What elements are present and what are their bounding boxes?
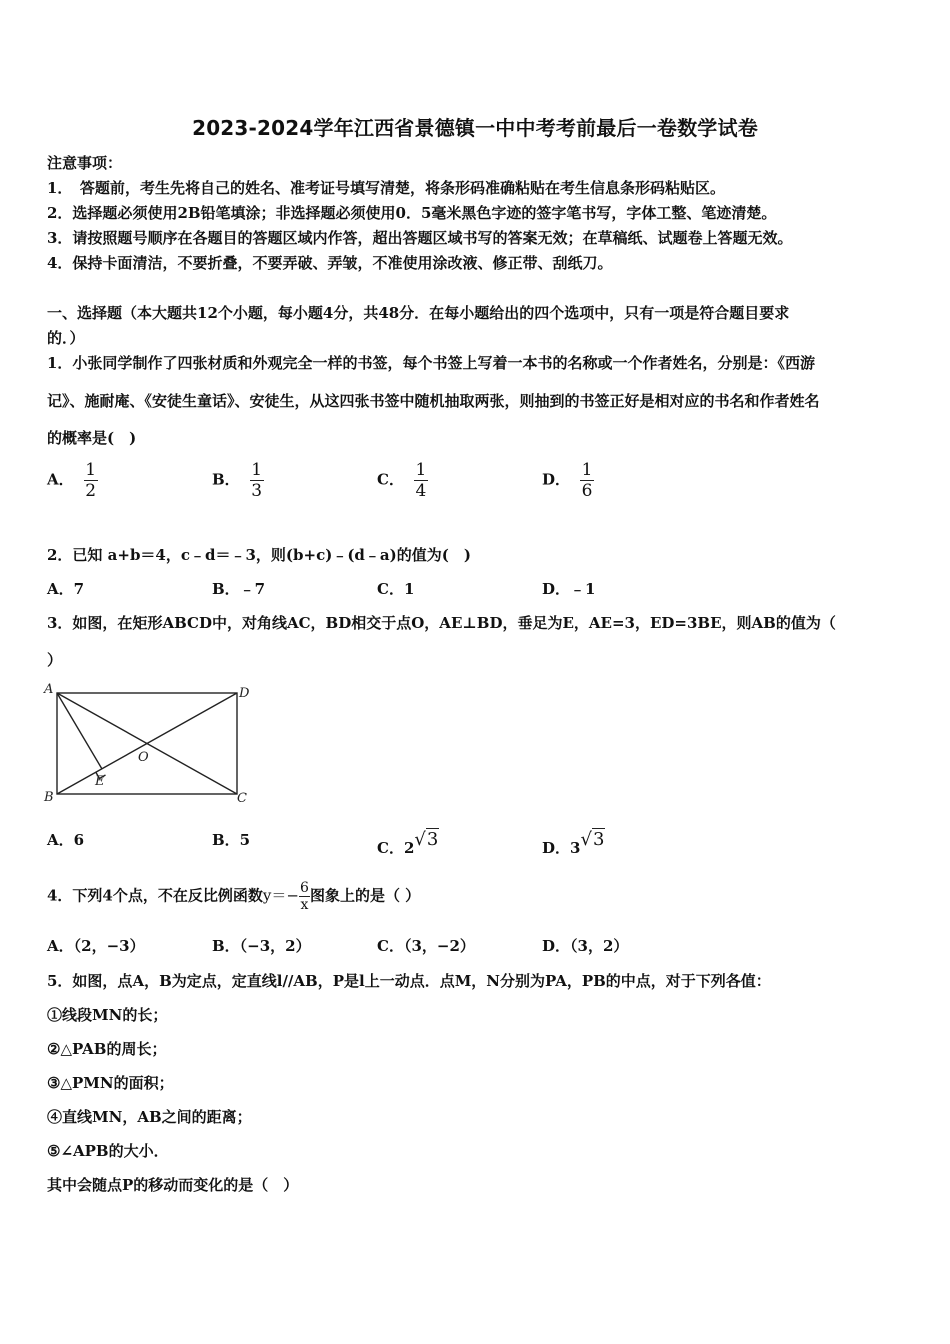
fraction: $\frac{6}{x}$ xyxy=(299,880,309,913)
segment-ae xyxy=(57,693,102,769)
q3-text: ） xyxy=(47,651,63,669)
q3-option-b: B．5 xyxy=(212,831,251,849)
q1-option-d: D． $\frac{1}{6}$ xyxy=(542,460,593,501)
q5-item: ②△PAB的周长； xyxy=(47,1040,167,1058)
page-title: 2023-2024学年江西省景德镇一中中考考前最后一卷数学试卷 xyxy=(192,116,758,140)
label-e: E xyxy=(95,774,105,789)
fraction: $\frac{1}{4}$ xyxy=(415,460,427,501)
fraction: $\frac{1}{2}$ xyxy=(85,460,97,501)
fraction: $\frac{1}{6}$ xyxy=(581,460,593,501)
q5-question: 其中会随点P的移动而变化的是（ ） xyxy=(47,1176,299,1194)
sqrt-symbol: √3 xyxy=(414,829,439,850)
q5-item: ④直线MN，AB之间的距离； xyxy=(47,1108,252,1126)
q1-option-c: C． $\frac{1}{4}$ xyxy=(377,460,427,501)
notice-item: 2．选择题必须使用2B铅笔填涂；非选择题必须使用0．5毫米黑色字迹的签字笔书写，字体工整、笔迹清楚。 xyxy=(47,204,777,222)
q5-item: ①线段MN的长； xyxy=(47,1006,168,1024)
notice-heading: 注意事项： xyxy=(47,154,123,172)
section-heading: 一、选择题（本大题共12个小题，每小题4分，共48分．在每小题给出的四个选项中，只有一项是符合题目要求 xyxy=(47,304,790,322)
q2-option-b: B．﹣7 xyxy=(212,580,266,598)
q1-option-b: B． $\frac{1}{3}$ xyxy=(212,460,263,501)
q4-option-b: B．（−3，2） xyxy=(212,937,311,955)
label-b: B xyxy=(44,790,54,805)
section-heading-cont: 的．） xyxy=(47,329,85,347)
q3-option-c: C．2√3 xyxy=(377,829,439,857)
notice-item: 1． 答题前，考生先将自己的姓名、准考证号填写清楚，将条形码准确粘贴在考生信息条形码粘贴区。 xyxy=(47,179,725,197)
label-d: D xyxy=(239,686,250,701)
q2-option-c: C．1 xyxy=(377,580,415,598)
q3-option-d: D．3√3 xyxy=(542,829,605,857)
q2-text: 2．已知 a+b＝4，c﹣d＝﹣3，则(b+c)﹣(d﹣a)的值为( ) xyxy=(47,546,471,564)
q1-text: 记》、施耐庵、《安徒生童话》、安徒生，从这四张书签中随机抽取两张，则抽到的书签正好是相对应的书名和作者姓名 xyxy=(47,392,820,410)
sqrt-symbol: √3 xyxy=(580,829,605,850)
q5-text: 5．如图，点A，B为定点，定直线l//AB，P是l上一动点．点M，N分别为PA，PB的中点，对于下列各值： xyxy=(47,972,771,990)
label-a: A xyxy=(44,682,54,697)
q4-option-a: A．（2，−3） xyxy=(47,937,145,955)
q4-option-c: C．（3，−2） xyxy=(377,937,475,955)
notice-item: 3．请按照题号顺序在各题目的答题区域内作答，超出答题区域书写的答案无效；在草稿纸、试题卷上答题无效。 xyxy=(47,229,793,247)
q5-item: ③△PMN的面积； xyxy=(47,1074,174,1092)
q1-text: 1．小张同学制作了四张材质和外观完全一样的书签，每个书签上写着一本书的名称或一个作者姓名，分别是：《西游 xyxy=(47,354,815,372)
q4-text: 4．下列4个点，不在反比例函数y＝− $\frac{6}{x}$ 图象上的是（ ） xyxy=(47,880,421,913)
q1-text: 的概率是( ) xyxy=(47,429,137,447)
q2-option-d: D．﹣1 xyxy=(542,580,596,598)
q5-item: ⑤∠APB的大小． xyxy=(47,1142,169,1160)
q4-option-d: D．（3，2） xyxy=(542,937,629,955)
q1-option-a: A． $\frac{1}{2}$ xyxy=(47,460,97,501)
label-c: C xyxy=(237,791,247,806)
q2-option-a: A．7 xyxy=(47,580,85,598)
label-o: O xyxy=(138,750,149,765)
rectangle-figure xyxy=(40,678,260,808)
notice-item: 4．保持卡面清洁，不要折叠，不要弄破、弄皱，不准使用涂改液、修正带、刮纸刀。 xyxy=(47,254,613,272)
q3-option-a: A．6 xyxy=(47,831,85,849)
fraction: $\frac{1}{3}$ xyxy=(251,460,263,501)
q3-text: 3．如图，在矩形ABCD中，对角线AC，BD相交于点O，AE⊥BD，垂足为E，AE=3，ED=3BE，则AB的值为（ xyxy=(47,614,836,632)
